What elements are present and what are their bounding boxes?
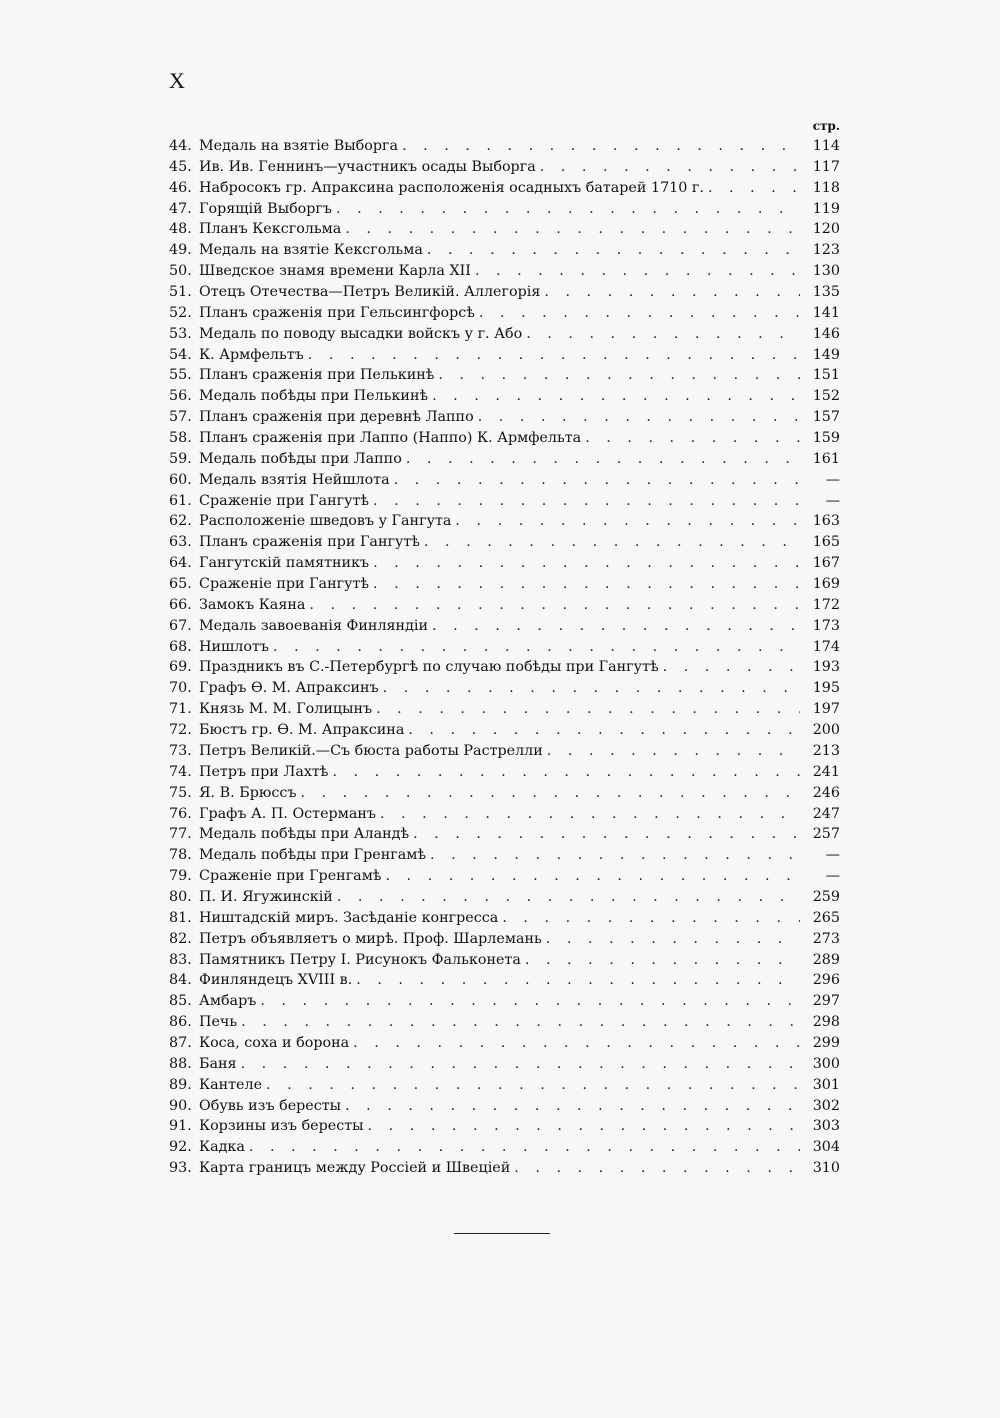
item-page: 303 <box>812 1118 840 1135</box>
item-page: 172 <box>812 596 840 613</box>
item-title: Планъ сраженія при Пелькинѣ <box>199 367 435 384</box>
item-page: 151 <box>812 367 840 384</box>
list-item <box>169 386 840 407</box>
item-page: 259 <box>812 888 840 905</box>
dot-leader <box>502 908 800 929</box>
dot-leader <box>432 386 800 407</box>
list-item <box>169 178 840 199</box>
item-number: 47. <box>169 200 192 217</box>
item-number: 91. <box>169 1118 192 1135</box>
item-title: Нишлотъ <box>199 638 269 655</box>
list-item <box>169 950 840 971</box>
dot-leader <box>373 491 800 512</box>
item-number: 85. <box>169 993 192 1010</box>
item-number: 68. <box>169 638 192 655</box>
item-page: — <box>825 847 840 864</box>
item-title: Медаль завоеванія Финляндіи <box>199 617 428 634</box>
item-title: Медаль взятія Нейшлота <box>199 471 390 488</box>
list-item <box>169 219 840 240</box>
dot-leader <box>540 157 800 178</box>
dot-leader <box>402 136 800 157</box>
item-page: 141 <box>812 304 840 321</box>
item-number: 79. <box>169 868 192 885</box>
item-title: Петръ Великій.—Съ бюста работы Растрелли <box>199 742 543 759</box>
dot-leader <box>373 553 800 574</box>
item-page: 298 <box>812 1014 840 1031</box>
item-title: Медаль побѣды при Лаппо <box>199 450 402 467</box>
item-title: Обувь изъ бересты <box>199 1097 342 1114</box>
item-page: 299 <box>812 1034 840 1051</box>
item-page: 173 <box>812 617 840 634</box>
dot-leader <box>309 595 800 616</box>
item-page: — <box>825 492 840 509</box>
item-number: 61. <box>169 492 192 509</box>
item-number: 51. <box>169 284 192 301</box>
list-item <box>169 282 840 303</box>
dot-leader <box>249 1137 800 1158</box>
dot-leader <box>373 574 800 595</box>
item-title: Медаль побѣды при Аландѣ <box>199 826 410 843</box>
item-number: 93. <box>169 1160 192 1177</box>
dot-leader <box>413 824 800 845</box>
item-number: 48. <box>169 221 192 238</box>
item-title: Гангутскій памятникъ <box>199 555 370 572</box>
item-number: 74. <box>169 763 192 780</box>
list-item <box>169 657 840 678</box>
dot-leader <box>394 470 800 491</box>
list-item <box>169 1075 840 1096</box>
item-number: 66. <box>169 596 192 613</box>
item-title: Кадка <box>199 1139 245 1156</box>
list-item <box>169 199 840 220</box>
list-item <box>169 1033 840 1054</box>
item-title: Медаль побѣды при Пелькинѣ <box>199 388 429 405</box>
item-number: 77. <box>169 826 192 843</box>
item-number: 62. <box>169 513 192 530</box>
item-page: — <box>825 471 840 488</box>
item-title: Финляндецъ XVIII в. <box>199 972 353 989</box>
item-title: Графъ Ѳ. М. Апраксинъ <box>199 680 379 697</box>
dot-leader <box>708 178 800 199</box>
dot-leader <box>332 762 800 783</box>
list-item <box>169 595 840 616</box>
item-page: 301 <box>812 1076 840 1093</box>
list-item <box>169 1137 840 1158</box>
dot-leader <box>663 657 800 678</box>
dot-leader <box>385 866 800 887</box>
list-item <box>169 345 840 366</box>
item-title: Планъ сраженія при Гангутѣ <box>199 534 420 551</box>
dot-leader <box>241 1012 800 1033</box>
item-number: 89. <box>169 1076 192 1093</box>
item-title: Праздникъ въ С.-Петербургѣ по случаю побѣды при Гангутѣ <box>199 659 659 676</box>
item-page: 246 <box>812 784 840 801</box>
item-title: Медаль побѣды при Гренгамѣ <box>199 847 427 864</box>
item-number: 83. <box>169 951 192 968</box>
item-title: Баня <box>199 1055 237 1072</box>
item-title: Коса, соха и борона <box>199 1034 350 1051</box>
item-title: Набросокъ гр. Апраксина расположенія осадныхъ батарей 1710 г. <box>199 179 704 196</box>
item-title: Бюстъ гр. Ѳ. М. Апраксина <box>199 722 405 739</box>
item-number: 71. <box>169 701 192 718</box>
list-item <box>169 783 840 804</box>
dot-leader <box>408 720 800 741</box>
item-page: 195 <box>812 680 840 697</box>
item-title: Планъ Кексгольма <box>199 221 342 238</box>
list-item <box>169 470 840 491</box>
dot-leader <box>345 219 800 240</box>
item-page: 159 <box>812 430 840 447</box>
list-item <box>169 741 840 762</box>
list-item <box>169 991 840 1012</box>
item-number: 82. <box>169 930 192 947</box>
item-number: 72. <box>169 722 192 739</box>
list-item <box>169 1054 840 1075</box>
item-title: Планъ сраженія при Лаппо (Наппо) К. Армфельта <box>199 430 582 447</box>
item-page: 241 <box>812 763 840 780</box>
item-number: 59. <box>169 450 192 467</box>
list-item <box>169 491 840 512</box>
item-page: 135 <box>812 284 840 301</box>
item-number: 52. <box>169 304 192 321</box>
dot-leader <box>337 887 800 908</box>
list-item <box>169 428 840 449</box>
list-item <box>169 407 840 428</box>
item-number: 67. <box>169 617 192 634</box>
item-title: Медаль на взятіе Выборга <box>199 138 399 154</box>
page-number: X <box>169 68 186 93</box>
dot-leader <box>427 240 800 261</box>
list-item <box>169 616 840 637</box>
item-number: 69. <box>169 659 192 676</box>
dot-leader <box>406 449 800 470</box>
item-number: 49. <box>169 242 192 259</box>
page-column-header: стр. <box>812 119 840 133</box>
item-title: Карта границъ между Россіей и Швеціей <box>199 1160 511 1177</box>
item-number: 73. <box>169 742 192 759</box>
item-number: 87. <box>169 1034 192 1051</box>
item-title: П. И. Ягужинскій <box>199 888 333 905</box>
item-title: Кантеле <box>199 1076 263 1093</box>
dot-leader <box>380 804 800 825</box>
list-item <box>169 1116 840 1137</box>
item-number: 86. <box>169 1014 192 1031</box>
item-number: 81. <box>169 909 192 926</box>
dot-leader <box>438 365 800 386</box>
dot-leader <box>266 1075 800 1096</box>
item-page: 169 <box>812 576 840 593</box>
item-title: Планъ сраженія при деревнѣ Лаппо <box>199 409 474 426</box>
dot-leader <box>432 616 800 637</box>
dot-leader <box>547 741 800 762</box>
item-page: 174 <box>812 638 840 655</box>
item-number: 57. <box>169 409 192 426</box>
dot-leader <box>241 1054 800 1075</box>
item-number: 80. <box>169 888 192 905</box>
dot-leader <box>368 1116 800 1137</box>
dot-leader <box>430 845 800 866</box>
list-item <box>169 157 840 178</box>
dot-leader <box>585 428 800 449</box>
list-item <box>169 699 840 720</box>
item-page: 213 <box>812 742 840 759</box>
list-item <box>169 720 840 741</box>
dot-leader <box>356 970 800 991</box>
item-number: 44. <box>169 138 192 154</box>
item-number: 65. <box>169 576 192 593</box>
item-page: 310 <box>812 1160 840 1177</box>
item-title: Сраженіе при Гангутѣ <box>199 576 370 593</box>
item-title: Петръ объявляетъ о мирѣ. Проф. Шарлемань <box>199 930 542 947</box>
dot-leader <box>308 345 800 366</box>
list-item <box>169 511 840 532</box>
dot-leader <box>514 1158 800 1179</box>
item-number: 90. <box>169 1097 192 1114</box>
item-title: Расположеніе шведовъ у Гангута <box>199 513 452 530</box>
item-page: 197 <box>812 701 840 718</box>
list-item <box>169 324 840 345</box>
item-page: 149 <box>812 346 840 363</box>
item-page: 257 <box>812 826 840 843</box>
list-item <box>169 532 840 553</box>
item-number: 64. <box>169 555 192 572</box>
list-item <box>169 762 840 783</box>
item-number: 63. <box>169 534 192 551</box>
item-page: 119 <box>812 200 840 217</box>
item-title: Корзины изъ бересты <box>199 1118 364 1135</box>
item-title: К. Армфельтъ <box>199 346 304 363</box>
item-page: 297 <box>812 993 840 1010</box>
item-page: 167 <box>812 555 840 572</box>
item-number: 50. <box>169 263 192 280</box>
item-page: 200 <box>812 722 840 739</box>
item-title: Я. В. Брюссъ <box>199 784 297 801</box>
item-title: Ив. Ив. Геннинъ—участникъ осады Выборга <box>199 158 536 175</box>
list-item <box>169 136 840 157</box>
list-item <box>169 637 840 658</box>
list-item <box>169 908 840 929</box>
list-item <box>169 887 840 908</box>
dot-leader <box>546 929 800 950</box>
item-title: Планъ сраженія при Гельсингфорсѣ <box>199 304 475 321</box>
item-title: Медаль на взятіе Кексгольма <box>199 242 423 259</box>
item-title: Ништадскій миръ. Засѣданіе конгресса <box>199 909 499 926</box>
item-page: 296 <box>812 972 840 989</box>
dot-leader <box>336 199 800 220</box>
dot-leader <box>383 678 800 699</box>
item-page: 165 <box>812 534 840 551</box>
item-page: 247 <box>812 805 840 822</box>
item-title: Сраженіе при Гренгамѣ <box>199 868 382 885</box>
list-item <box>169 1158 840 1179</box>
item-title: Памятникъ Петру I. Рисунокъ Фальконета <box>199 951 521 968</box>
list-item <box>169 845 840 866</box>
item-page: 289 <box>812 951 840 968</box>
item-number: 92. <box>169 1139 192 1156</box>
list-item <box>169 866 840 887</box>
item-title: Печь <box>199 1014 238 1031</box>
item-page: 265 <box>812 909 840 926</box>
item-title: Шведское знамя времени Карла XII <box>199 263 471 280</box>
item-number: 70. <box>169 680 192 697</box>
dot-leader <box>525 950 800 971</box>
item-title: Сраженіе при Гангутѣ <box>199 492 370 509</box>
dot-leader <box>475 261 800 282</box>
list-item <box>169 365 840 386</box>
dot-leader <box>273 637 800 658</box>
item-number: 78. <box>169 847 192 864</box>
list-item <box>169 824 840 845</box>
dot-leader <box>424 532 800 553</box>
item-number: 76. <box>169 805 192 822</box>
item-page: 302 <box>812 1097 840 1114</box>
item-number: 45. <box>169 158 192 175</box>
closing-rule <box>454 1233 550 1234</box>
dot-leader <box>376 699 800 720</box>
dot-leader <box>478 407 800 428</box>
dot-leader <box>345 1096 800 1117</box>
list-item <box>169 574 840 595</box>
dot-leader <box>526 324 800 345</box>
item-title: Замокъ Каяна <box>199 596 306 613</box>
item-page: 118 <box>812 179 840 196</box>
list-item <box>169 240 840 261</box>
dot-leader <box>479 303 800 324</box>
item-page: 152 <box>812 388 840 405</box>
illustrations-list <box>169 136 840 1179</box>
list-item <box>169 970 840 991</box>
item-title: Князь М. М. Голицынъ <box>199 701 373 718</box>
item-number: 56. <box>169 388 192 405</box>
item-number: 60. <box>169 471 192 488</box>
item-number: 54. <box>169 346 192 363</box>
list-item <box>169 1012 840 1033</box>
item-title: Отецъ Отечества—Петръ Великій. Аллегорія <box>199 284 541 301</box>
dot-leader <box>455 511 800 532</box>
item-number: 88. <box>169 1055 192 1072</box>
list-item <box>169 804 840 825</box>
item-page: 146 <box>812 325 840 342</box>
list-item <box>169 303 840 324</box>
item-page: — <box>825 868 840 885</box>
item-number: 55. <box>169 367 192 384</box>
item-page: 304 <box>812 1139 840 1156</box>
item-title: Амбаръ <box>199 993 257 1010</box>
list-item <box>169 261 840 282</box>
list-item <box>169 678 840 699</box>
item-page: 120 <box>812 221 840 238</box>
item-number: 84. <box>169 972 192 989</box>
item-page: 193 <box>812 659 840 676</box>
item-number: 75. <box>169 784 192 801</box>
list-item <box>169 1096 840 1117</box>
item-page: 157 <box>812 409 840 426</box>
item-title: Медаль по поводу высадки войскъ у г. Або <box>199 325 523 342</box>
item-title: Горящій Выборгъ <box>199 200 333 217</box>
list-item <box>169 929 840 950</box>
dot-leader <box>353 1033 800 1054</box>
item-page: 123 <box>812 242 840 259</box>
item-number: 46. <box>169 179 192 196</box>
item-page: 273 <box>812 930 840 947</box>
item-number: 58. <box>169 430 192 447</box>
dot-leader <box>544 282 800 303</box>
item-page: 300 <box>812 1055 840 1072</box>
item-page: 161 <box>812 450 840 467</box>
item-page: 163 <box>812 513 840 530</box>
item-page: 117 <box>812 158 840 175</box>
dot-leader <box>300 783 800 804</box>
item-title: Графъ А. П. Остерманъ <box>199 805 376 822</box>
item-number: 53. <box>169 325 192 342</box>
dot-leader <box>260 991 800 1012</box>
item-title: Петръ при Лахтѣ <box>199 763 329 780</box>
list-item <box>169 449 840 470</box>
item-page: 130 <box>812 263 840 280</box>
item-page: 114 <box>812 138 840 154</box>
list-item <box>169 553 840 574</box>
